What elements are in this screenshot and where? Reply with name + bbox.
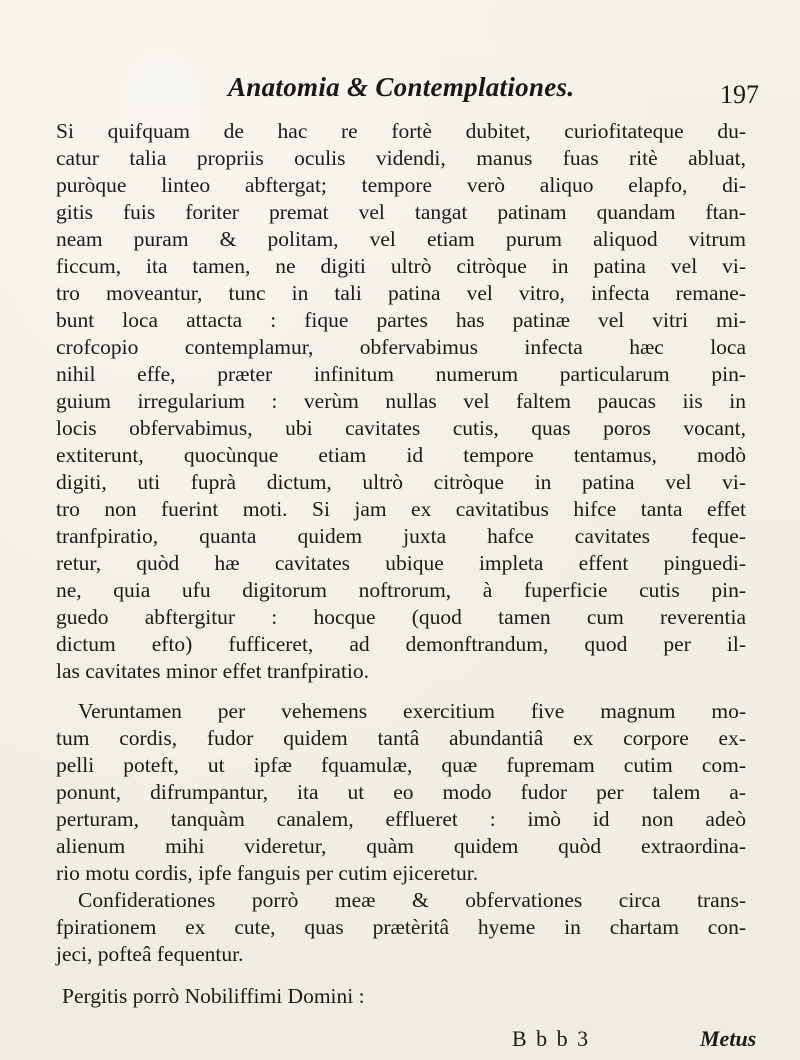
text-line: las cavitates minor effet tranfpiratio.: [56, 659, 370, 683]
text-line: gitis fuis foriter premat vel tangat patinam quandam ftan-: [56, 200, 746, 224]
text-line: extiterunt, quocùnque etiam id tempore tentamus, modò: [56, 443, 746, 467]
text-line: bunt loca attacta : fique partes has patinæ vel vitri mi-: [56, 308, 746, 332]
text-line: neam puram & politam, vel etiam purum aliquod vitrum: [56, 227, 746, 251]
text-line: perturam, tanquàm canalem, efflueret : imò id non adeò: [56, 807, 746, 831]
text-line: ne, quia ufu digitorum noftrorum, à fuperficie cutis pin-: [56, 578, 746, 602]
text-line: rio motu cordis, ipfe fanguis per cutim ejiceretur.: [56, 861, 479, 885]
text-line: tro non fuerint moti. Si jam ex cavitatibus hifce tanta effet: [56, 497, 746, 521]
running-head: Anatomia & Contemplationes.: [228, 72, 575, 102]
text-line: retur, quòd hæ cavitates ubique impleta effent pinguedi-: [56, 551, 746, 575]
text-line: Si quifquam de hac re fortè dubitet, curiofitateque du-: [56, 119, 746, 143]
text-line: Veruntamen per vehemens exercitium five magnum mo-: [78, 699, 746, 723]
text-line: jeci, pofteâ fequentur.: [56, 942, 244, 966]
paragraph-2: [56, 698, 746, 887]
text-line: tranfpiratio, quanta quidem juxta hafce cavitates feque-: [56, 524, 746, 548]
body-text: [56, 118, 746, 1010]
signature-mark: B b b 3: [512, 1026, 591, 1051]
text-line: ponunt, difrumpantur, ita ut eo modo fudor per talem a-: [56, 780, 746, 804]
text-line: fpirationem ex cute, quas prætèritâ hyeme in chartam con-: [56, 915, 746, 939]
text-line: alienum mihi videretur, quàm quidem quòd extraordina-: [56, 834, 746, 858]
text-line: ficcum, ita tamen, ne digiti ultrò citròque in patina vel vi-: [56, 254, 746, 278]
text-line: Confiderationes porrò meæ & obfervationes circa trans-: [78, 888, 746, 912]
text-line: crofcopio contemplamur, obfervabimus infecta hæc loca: [56, 335, 746, 359]
closing-line: Pergitis porrò Nobiliffimi Domini :: [62, 984, 365, 1008]
text-line: nihil effe, præter infinitum numerum particularum pin-: [56, 362, 746, 386]
text-line: locis obfervabimus, ubi cavitates cutis, quas poros vocant,: [56, 416, 746, 440]
text-line: tro moveantur, tunc in tali patina vel vitro, infecta remane-: [56, 281, 746, 305]
text-line: guedo abftergitur : hocque (quod tamen cum reverentia: [56, 605, 746, 629]
text-line: pelli poteft, ut ipfæ fquamulæ, quæ fupremam cutim com-: [56, 753, 746, 777]
text-line: dictum efto) fufficeret, ad demonftrandum, quod per il-: [56, 632, 746, 656]
text-line: catur talia propriis oculis videndi, manus fuas ritè abluat,: [56, 146, 746, 170]
paragraph-3: [56, 887, 746, 968]
paragraph-1: [56, 118, 746, 685]
text-line: guium irregularium : verùm nullas vel faltem paucas iis in: [56, 389, 746, 413]
page-number: 197: [720, 80, 759, 109]
catchword: Metus: [700, 1026, 757, 1051]
text-line: digiti, uti fuprà dictum, ultrò citròque in patina vel vi-: [56, 470, 746, 494]
text-line: puròque linteo abftergat; tempore verò aliquo elapfo, di-: [56, 173, 746, 197]
text-line: tum cordis, fudor quidem tantâ abundantiâ ex corpore ex-: [56, 726, 746, 750]
